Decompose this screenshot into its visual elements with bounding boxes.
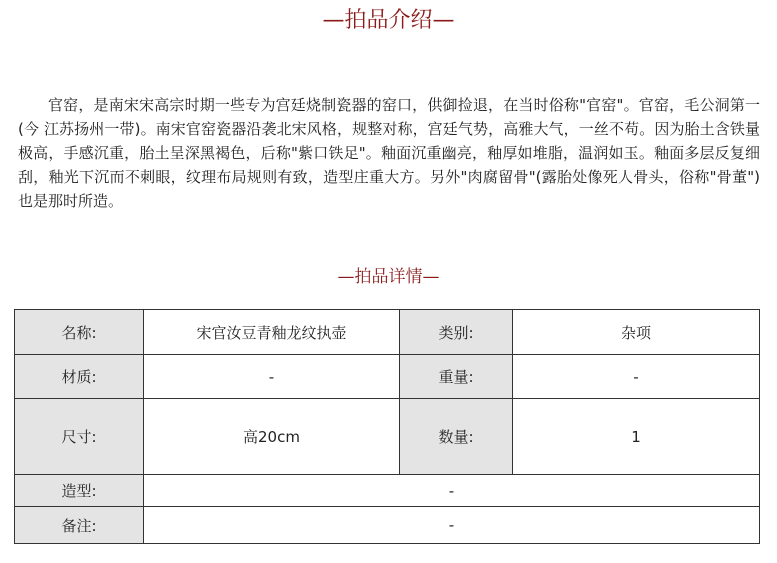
note-value: -: [144, 507, 760, 544]
size-label: 尺寸:: [15, 399, 144, 475]
category-value: 杂项: [513, 310, 760, 355]
name-label: 名称:: [15, 310, 144, 355]
table-row-size: [15, 399, 760, 475]
weight-label: 重量:: [400, 355, 513, 399]
note-label: 备注:: [15, 507, 144, 544]
size-value: 高20cm: [144, 399, 400, 475]
intro-paragraph: 官窑，是南宋宋高宗时期一些专为宫廷烧制瓷器的窑口，供御捡退，在当时俗称"官窑"。官窑，毛公洞第一(今 江苏扬州一带)。南宋官窑瓷器沿袭北宋风格，规整对称，宫廷气势，高雅大气，一丝不苟。因为胎土含铁量极高，手感沉重，胎土呈深黑褐色，后称"紫口铁足"。釉面沉重幽亮，釉厚如堆脂，温润如玉。釉面多层反复细刮，釉光下沉而不刺眼，纹理布局规则有致，造型庄重大方。另外"肉腐留骨"(露胎处像死人骨头，俗称"骨董")也是那时所造。: [18, 96, 760, 210]
quantity-label: 数量:: [400, 399, 513, 475]
shape-label: 造型:: [15, 475, 144, 507]
quantity-value: 1: [513, 399, 760, 475]
shape-value: -: [144, 475, 760, 507]
table-row-note: [15, 507, 760, 544]
table-row-name: [15, 310, 760, 355]
material-value: -: [144, 355, 400, 399]
name-value: 宋官汝豆青釉龙纹执壶: [144, 310, 400, 355]
table-row-shape: [15, 475, 760, 507]
intro-section-title: —拍品介绍—: [322, 8, 455, 33]
weight-value: -: [513, 355, 760, 399]
table-row-material: [15, 355, 760, 399]
details-section-title: —拍品详情—: [337, 267, 440, 287]
category-label: 类别:: [400, 310, 513, 355]
details-table: [14, 309, 760, 544]
material-label: 材质:: [15, 355, 144, 399]
